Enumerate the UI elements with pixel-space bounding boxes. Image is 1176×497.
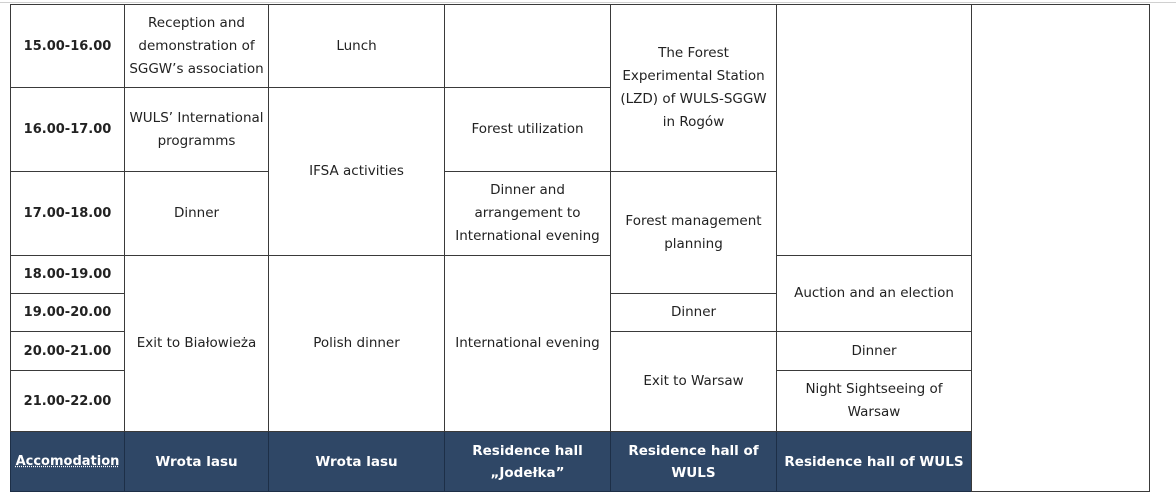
time-slot: 17.00-18.00 <box>11 172 125 256</box>
time-slot: 19.00-20.00 <box>11 294 125 332</box>
cell-empty <box>445 5 611 88</box>
cell-international-evening: International evening <box>445 256 611 432</box>
cell-forest-management: Forest management planning <box>611 172 777 294</box>
accommodation-cell: Residence hall of WULS <box>611 432 777 492</box>
cell-forest-station: The Forest Experimental Station (LZD) of WULS-SGGW in Rogów <box>611 5 777 172</box>
time-slot: 20.00-21.00 <box>11 332 125 371</box>
cell-dinner-arrangement: Dinner and arrangement to International evening <box>445 172 611 256</box>
accommodation-cell: Wrota lasu <box>269 432 445 492</box>
time-slot: 18.00-19.00 <box>11 256 125 294</box>
cell-wuls-programs: WULS’ International programms <box>125 88 269 172</box>
time-slot: 16.00-17.00 <box>11 88 125 172</box>
cell-exit-bialowieza: Exit to Białowieża <box>125 256 269 432</box>
accommodation-cell: Residence hall „Jodełka” <box>445 432 611 492</box>
cell-dinner: Dinner <box>611 294 777 332</box>
cell-auction-election: Auction and an election <box>777 256 972 332</box>
cell-empty <box>777 5 972 256</box>
accommodation-cell: Wrota lasu <box>125 432 269 492</box>
cell-dinner: Dinner <box>777 332 972 371</box>
cell-ifsa-activities: IFSA activities <box>269 88 445 256</box>
accommodation-label: Accomodation <box>11 432 125 492</box>
cell-dinner: Dinner <box>125 172 269 256</box>
cell-polish-dinner: Polish dinner <box>269 256 445 432</box>
cell-forest-utilization: Forest utilization <box>445 88 611 172</box>
schedule-table <box>10 4 1150 492</box>
accommodation-cell: Residence hall of WULS <box>777 432 972 492</box>
cell-exit-warsaw: Exit to Warsaw <box>611 332 777 432</box>
time-slot: 15.00-16.00 <box>11 5 125 88</box>
cell-empty-column <box>972 5 1150 492</box>
cell-reception: Reception and demonstration of SGGW’s association <box>125 5 269 88</box>
cell-lunch: Lunch <box>269 5 445 88</box>
time-slot: 21.00-22.00 <box>11 371 125 432</box>
table-row <box>11 5 1150 88</box>
top-divider <box>0 2 1176 3</box>
cell-night-sightseeing: Night Sightseeing of Warsaw <box>777 371 972 432</box>
